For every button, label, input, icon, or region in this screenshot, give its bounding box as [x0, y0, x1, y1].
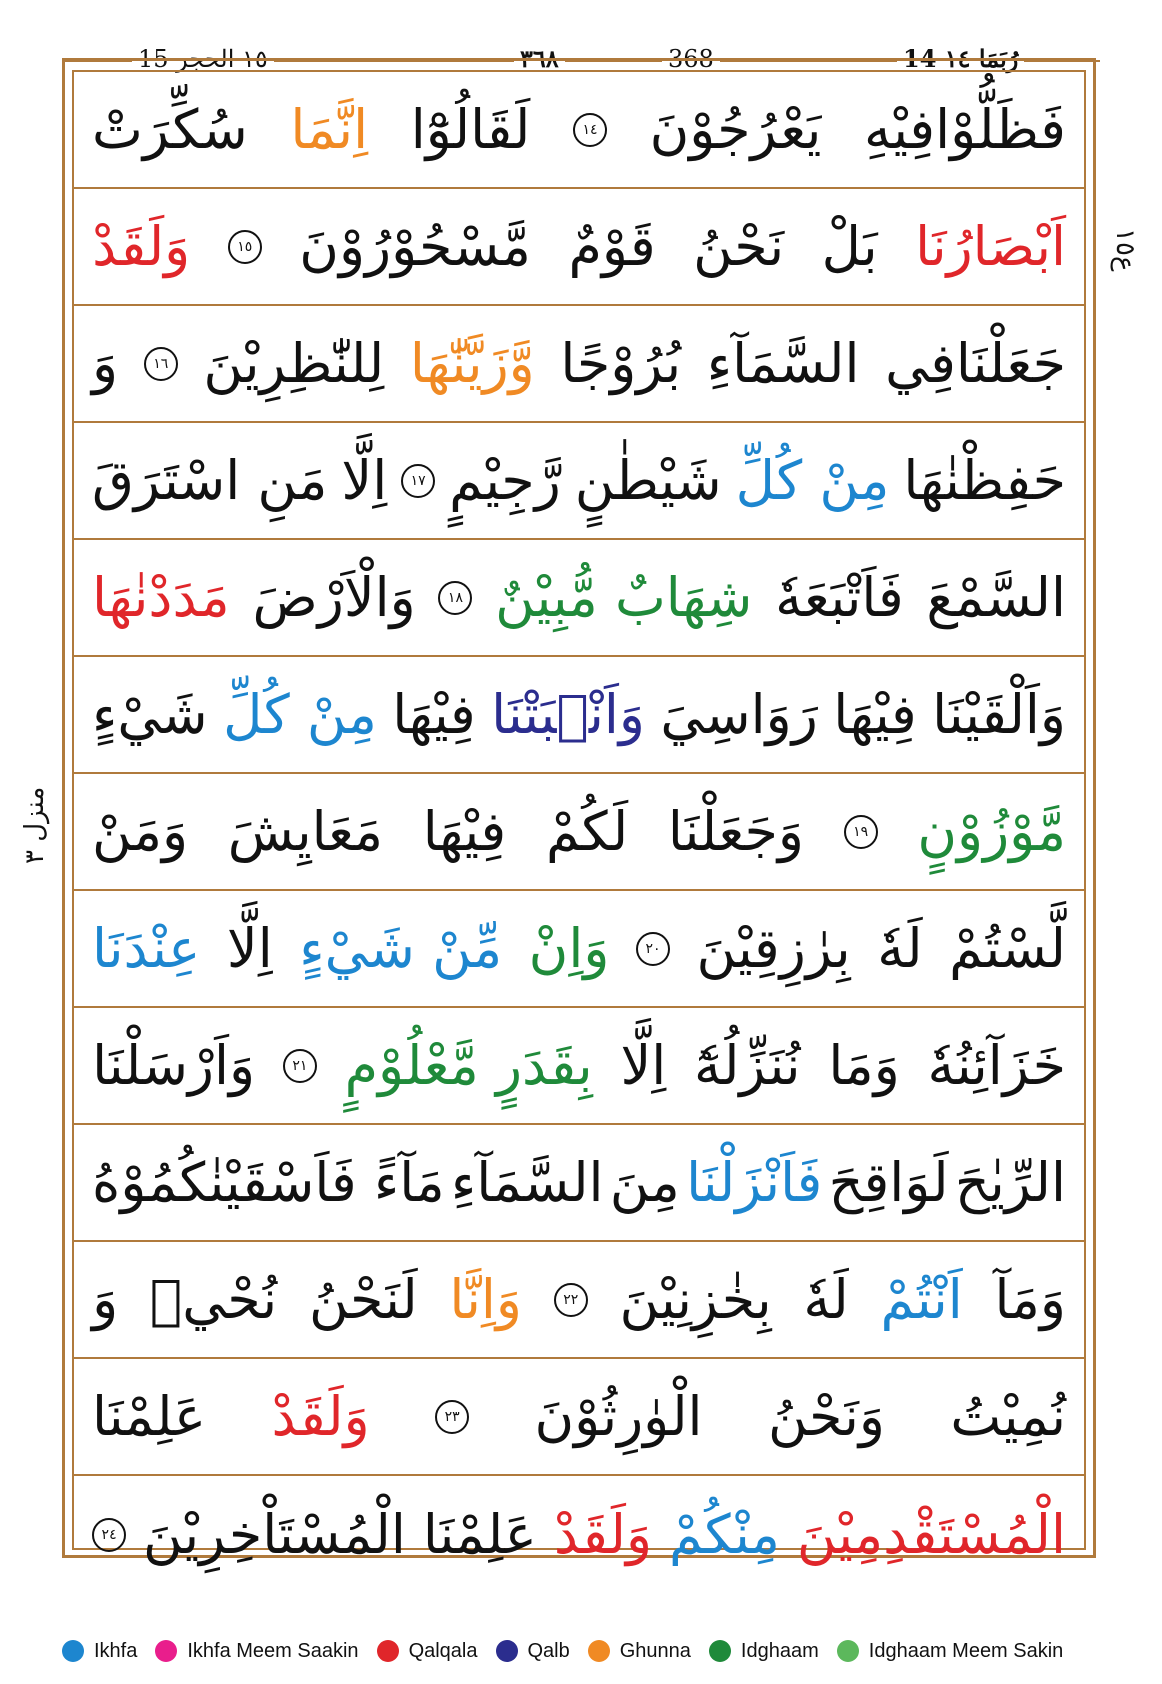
verse-word: وَاَنْۢبَتْنَا — [491, 682, 645, 746]
verse-word: فَاَنْزَلْنَا — [686, 1150, 823, 1214]
legend-color-dot — [377, 1640, 399, 1662]
ayah-number-marker: ٢٢ — [554, 1283, 588, 1317]
verse-word: فِيْهَا — [422, 799, 507, 863]
verse-word: مَّسْحُوْرُوْنَ — [299, 214, 531, 278]
legend-color-dot — [62, 1640, 84, 1662]
verse-word: السَّمَآءِ — [450, 1150, 604, 1214]
tajweed-legend — [62, 1633, 1102, 1669]
verse-word: مَآءً فَاَسْقَيْنٰكُمُوْهُ — [92, 1150, 445, 1214]
verse-word: شَيْءٍ — [92, 682, 208, 746]
verse-word: وَنَحْنُ — [767, 1384, 886, 1448]
ayah-number-marker: ١٨ — [438, 581, 472, 615]
verse-word: وَاِنَّا — [449, 1267, 522, 1331]
verse-word: نَحْنُ — [693, 214, 785, 278]
ayah-number-marker: ٢١ — [283, 1049, 317, 1083]
ayah-number-marker: ٢٤ — [92, 1518, 126, 1552]
verse-word: وَاَرْسَلْنَا — [92, 1033, 256, 1097]
verse-word: نُنَزِّلُهٗٓ — [694, 1033, 801, 1097]
ayah-number-marker: ٢٣ — [435, 1400, 469, 1434]
verse-word: بِخٰزِنِيْنَ — [619, 1267, 772, 1331]
verse-word: لَنَحْنُ — [308, 1267, 418, 1331]
page-number: 368 — [662, 42, 720, 76]
legend-item — [837, 1640, 1064, 1663]
verse-word: مِنْكُمْ — [668, 1502, 780, 1566]
verse-word: مَنِ اسْتَرَقَ — [92, 448, 328, 512]
verse-word: اِنَّمَا — [290, 97, 369, 161]
verse-line — [74, 1242, 1084, 1359]
verse-word: لَهٗ — [877, 916, 923, 980]
ayah-number-marker: ١٦ — [144, 347, 178, 381]
verse-word: نُحْيٖ — [149, 1267, 278, 1331]
verse-word: وَّزَيَّنّٰهَا — [409, 331, 535, 395]
verse-word: رَّجِيْمٍ — [449, 448, 561, 512]
verse-line — [74, 1476, 1084, 1593]
verse-line — [74, 1125, 1084, 1242]
verse-word: مَدَدْنٰهَا — [92, 565, 230, 629]
verse-word: وَمَآ — [994, 1267, 1066, 1331]
verse-word: عِنْدَنَا — [92, 916, 201, 980]
juz-label: 14 رُبَمَا ١٤ — [897, 42, 1024, 76]
verse-lines — [74, 72, 1084, 1593]
verse-word: مِنْ كُلِّ — [735, 448, 890, 512]
verse-line — [74, 540, 1084, 657]
legend-label: Idghaam — [740, 1639, 819, 1662]
legend-label: Idghaam Meem Sakin — [868, 1639, 1064, 1662]
legend-item — [496, 1640, 570, 1663]
verse-word: الْمُسْتَقْدِمِيْنَ — [796, 1502, 1066, 1566]
verse-word: لَهٗ — [803, 1267, 849, 1331]
ayah-number-marker: ١٩ — [844, 815, 878, 849]
verse-word: السَّمْعَ — [926, 565, 1066, 629]
verse-word: خَزَآئِنُهٗ — [927, 1033, 1066, 1097]
verse-word: لَوَاقِحَ — [828, 1150, 949, 1214]
legend-label: Qalb — [527, 1639, 570, 1662]
ruku-marker: ع١٥ — [1110, 228, 1140, 272]
verse-word: اِلَّا — [620, 1033, 667, 1097]
verse-word: شِهَابٌ مُّبِيْنٌ — [495, 565, 753, 629]
verse-word: اَبْصَارُنَا — [915, 214, 1066, 278]
verse-word: السَّمَآءِ — [706, 331, 860, 395]
verse-word: بِرٰزِقِيْنَ — [696, 916, 851, 980]
ayah-number-marker: ٢٠ — [636, 932, 670, 966]
verse-word: الْوٰرِثُوْنَ — [534, 1384, 703, 1448]
verse-word: مَعَايِشَ — [227, 799, 384, 863]
verse-word: وَلَقَدْ — [553, 1502, 653, 1566]
verse-line — [74, 423, 1084, 540]
verse-word: لِلنّٰظِرِيْنَ — [203, 331, 385, 395]
verse-line — [74, 657, 1084, 774]
verse-line — [74, 189, 1084, 306]
verse-word: وَ — [92, 1267, 119, 1331]
verse-word: قَوْمٌ — [568, 214, 656, 278]
verse-word: سُكِّرَتْ — [92, 97, 248, 161]
verse-word: وَمَنْ — [92, 799, 189, 863]
verse-word: مِنْ كُلِّ — [223, 682, 377, 746]
verse-word: وَاَلْقَيْنَا — [932, 682, 1066, 746]
verse-word: وَ — [92, 331, 119, 395]
legend-label: Ikhfa — [94, 1639, 138, 1662]
legend-color-dot — [496, 1640, 518, 1662]
verse-word: وَلَقَدْ — [92, 214, 191, 278]
verse-line — [74, 72, 1084, 189]
verse-word: لَّسْتُمْ — [949, 916, 1066, 980]
verse-word: عَلِمْنَا — [422, 1502, 537, 1566]
verse-word: وَجَعَلْنَا — [667, 799, 804, 863]
verse-word: لَقَالُوْٓا — [410, 97, 531, 161]
legend-label: Ghunna — [619, 1639, 691, 1662]
legend-label: Qalqala — [408, 1639, 478, 1662]
verse-word: الْمُسْتَاْخِرِيْنَ — [142, 1502, 406, 1566]
verse-word: وَالْاَرْضَ — [252, 565, 416, 629]
verse-word: نُمِيْتُ — [950, 1384, 1066, 1448]
verse-word: وَلَقَدْ — [271, 1384, 370, 1448]
verse-line — [74, 306, 1084, 423]
verse-word: حَفِظْنٰهَا — [903, 448, 1066, 512]
verse-word: شَيْطٰنٍ — [574, 448, 722, 512]
legend-item — [155, 1640, 358, 1663]
verse-line — [74, 1008, 1084, 1125]
verse-word: لَكُمْ — [545, 799, 629, 863]
legend-color-dot — [709, 1640, 731, 1662]
verse-line — [74, 1359, 1084, 1476]
verse-word: رَوَاسِيَ — [660, 682, 818, 746]
verse-word: اَنْتُمْ — [880, 1267, 963, 1331]
legend-color-dot — [837, 1640, 859, 1662]
verse-word: وَاِنْ — [528, 916, 610, 980]
verse-word: مِّنْ شَيْءٍ — [299, 916, 503, 980]
verse-word: فِيْهَا — [833, 682, 917, 746]
legend-item — [588, 1640, 691, 1663]
ayah-number-marker: ١٥ — [228, 230, 262, 264]
ayah-number-marker: ١٧ — [401, 464, 435, 498]
verse-line — [74, 774, 1084, 891]
legend-item — [377, 1640, 478, 1663]
legend-label: Ikhfa Meem Saakin — [187, 1639, 359, 1662]
verse-word: بُرُوْجًا — [560, 331, 682, 395]
ayah-number-marker: ١٤ — [573, 113, 607, 147]
verse-word: فِيْهَا — [392, 682, 476, 746]
arabic-page-number: ٣٦٨ — [514, 42, 565, 76]
verse-word: فَظَلُّوْافِيْهِ — [864, 97, 1066, 161]
verse-word: مَّوْزُوْنٍ — [917, 799, 1066, 863]
verse-word: بِقَدَرٍ مَّعْلُوْمٍ — [344, 1033, 593, 1097]
verse-word: يَعْرُجُوْنَ — [649, 97, 822, 161]
verse-word: وَمَا — [828, 1033, 900, 1097]
manzil-marker: منزل ٣ — [20, 786, 50, 864]
legend-item — [709, 1640, 819, 1663]
surah-label: ١٥ الحجر 15 — [132, 42, 274, 76]
verse-word: الرِّيٰحَ — [954, 1150, 1066, 1214]
legend-color-dot — [588, 1640, 610, 1662]
verse-word: عَلِمْنَا — [92, 1384, 207, 1448]
verse-word: اِلَّا — [341, 448, 388, 512]
verse-word: جَعَلْنَافِي — [885, 331, 1066, 395]
verse-word: بَلْ — [821, 214, 878, 278]
verse-word: فَاَتْبَعَهٗ — [775, 565, 904, 629]
verse-word: اِلَّا — [226, 916, 273, 980]
legend-item — [62, 1640, 137, 1663]
verse-word: مِنَ — [609, 1150, 680, 1214]
verse-line — [74, 891, 1084, 1008]
legend-color-dot — [155, 1640, 177, 1662]
